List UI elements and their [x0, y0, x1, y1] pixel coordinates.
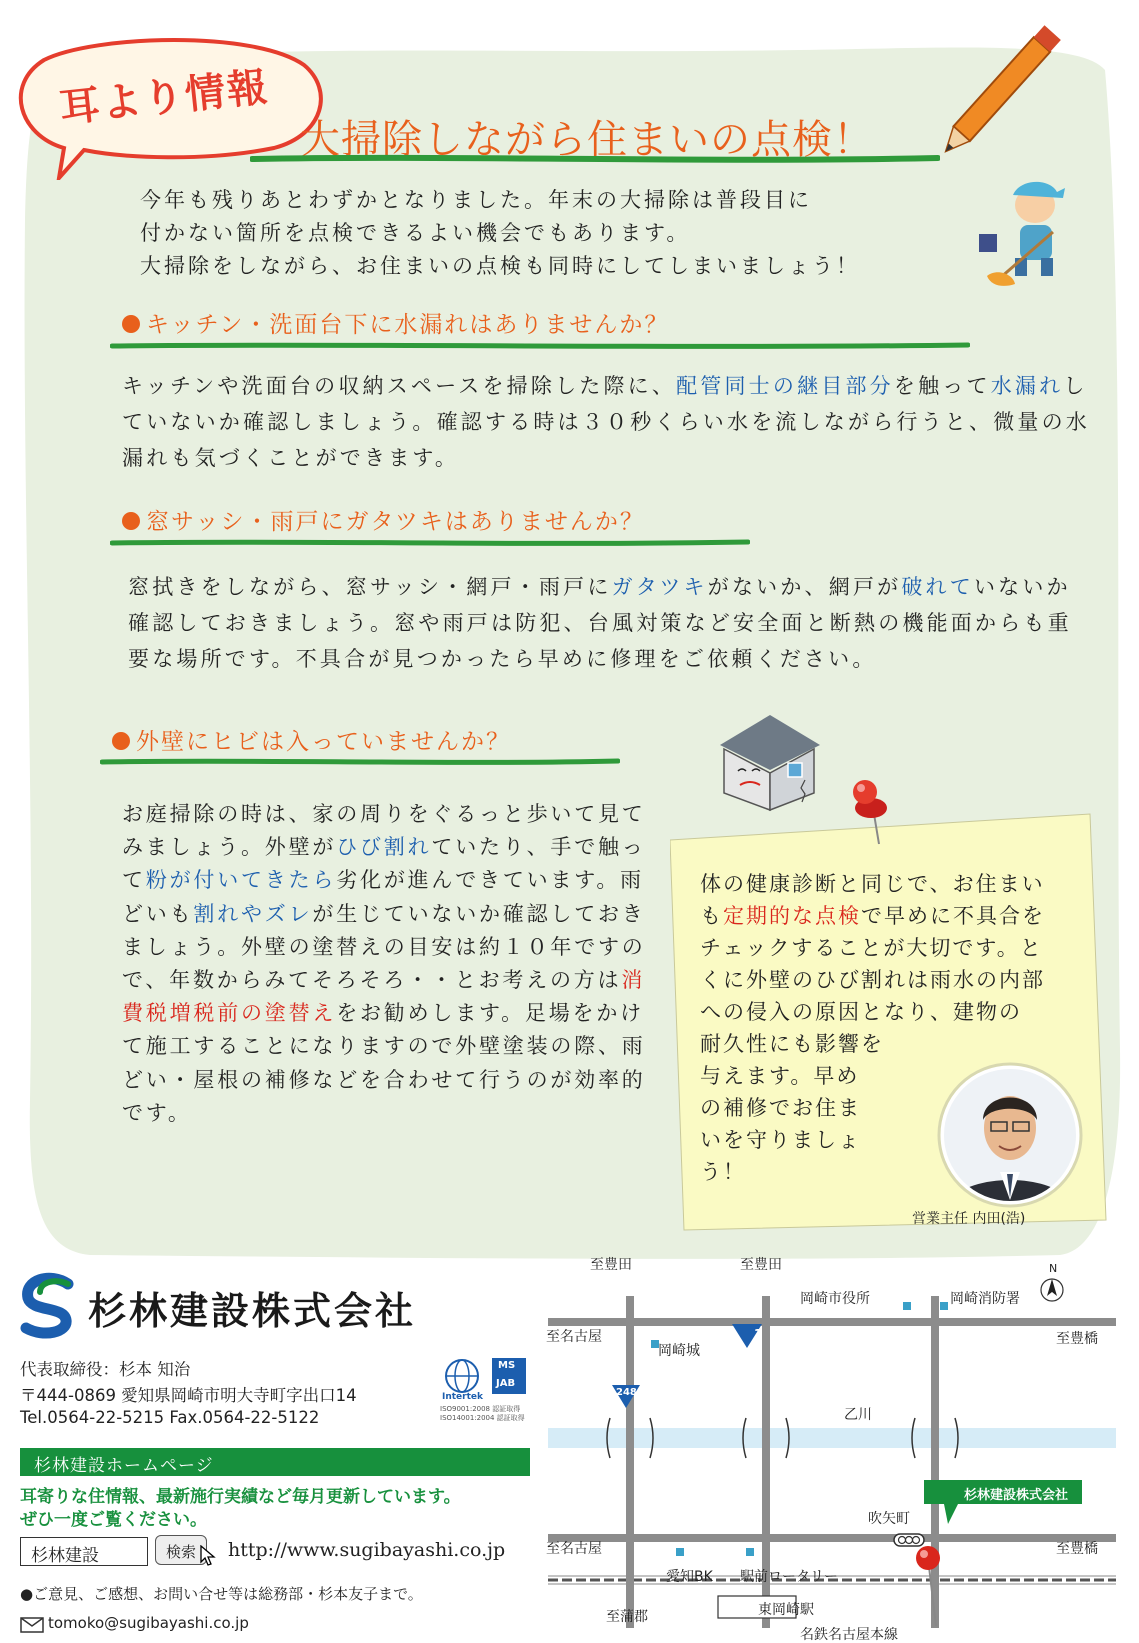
highlight-text: 割れやズレ [193, 901, 313, 926]
bullet-dot [122, 315, 140, 333]
map-label-city-hall: 岡崎市役所 [800, 1291, 870, 1307]
map-label-to-toyota: 至豊田 [740, 1257, 782, 1273]
highlight-text: 水漏れ [990, 374, 1064, 398]
body-text: キッチンや洗面台の収納スペースを掃除した際に、 [122, 374, 677, 398]
body-text: を触って [893, 374, 991, 398]
cert-intertek: Intertek [442, 1392, 483, 1402]
body-text: 窓拭きをしながら、窓サッシ・網戸・雨戸に [128, 575, 612, 599]
bullet-dot [122, 512, 140, 530]
cert-iso14001: ISO14001:2004 認証取得 [440, 1414, 525, 1422]
title-underline [250, 152, 940, 166]
map-label-fire-dept: 岡崎消防署 [950, 1291, 1020, 1307]
company-name: 杉林建設株式会社 [88, 1288, 417, 1333]
representative: 代表取締役：杉本 知治 [20, 1360, 191, 1379]
homepage-description: 耳寄りな住情報、最新施行実績など毎月更新しています。 [20, 1487, 461, 1507]
highlight-text: ひび割れ [336, 835, 432, 860]
section-body-window [128, 569, 1088, 677]
staff-photo [935, 1060, 1085, 1210]
map-north-label: N [1049, 1262, 1058, 1275]
search-input[interactable]: 杉林建設 [20, 1537, 148, 1566]
section-heading-exterior [112, 723, 511, 756]
cert-iso9001: ISO9001:2008 認証取得 [440, 1405, 521, 1413]
body-text: していないか確認しましょう。確認する時は３０秒くらい水を流しながら行うと、微量の水漏れも気づくことができます。 [122, 374, 1090, 470]
section-heading-text: 外壁にヒビは入っていませんか？ [136, 729, 511, 755]
map-label-fukiyacho: 吹矢町 [868, 1511, 910, 1527]
map-label-station: 東岡崎駅 [758, 1602, 814, 1618]
page-title: 大掃除しながら住まいの点検！ [300, 117, 874, 163]
map-label-railway: 名鉄名古屋本線 [800, 1627, 898, 1643]
map-route-248: 248 [616, 1387, 637, 1398]
highlight-text: 消費税増税前の塗替え [122, 968, 646, 1026]
search-button[interactable]: 検索 [155, 1535, 207, 1565]
highlight-text: 粉が付いてきたら [145, 868, 337, 893]
map-label-to-nagoya: 至名古屋 [546, 1329, 602, 1345]
memo-line: 与えます。早め [700, 1064, 860, 1088]
memo-line: いを守りましょ [700, 1128, 861, 1152]
body-text: がないか、網戸が [707, 575, 902, 599]
map-label-to-nagoya: 至名古屋 [546, 1541, 602, 1557]
company-address: 〒444-0869 愛知県岡崎市明大寺町字出口14 [20, 1386, 357, 1405]
body-text: ていたり、手で触って [122, 835, 646, 893]
map-label-to-gamagori: 至蒲郡 [606, 1609, 648, 1625]
memo-line: 耐久性にも影響を [700, 1032, 884, 1056]
intro-line: 付かない箇所を点検できるよい機会でもあります。 [140, 221, 691, 245]
memo-line: う！ [700, 1160, 746, 1184]
highlight-text: 配管同士の継目部分 [676, 374, 894, 398]
intro-line: 大掃除をしながら、お住まいの点検も同時にしてしまいましょう！ [140, 254, 860, 278]
section-body-exterior [122, 798, 654, 1130]
map-label-castle: 岡崎城 [658, 1343, 700, 1359]
highlight-text: ガタツキ [611, 575, 708, 599]
cleaning-child-illustration [975, 170, 1095, 290]
mail-icon [20, 1616, 44, 1634]
intro-text [140, 184, 960, 283]
map-label-river: 乙川 [844, 1407, 872, 1423]
memo-body: で早めに不具合をチェックすることが大切です。とくに外壁のひび割れは雨水の内部への侵入の原因となり、建物の [700, 904, 1045, 1024]
map-label-rotary: 駅前ロータリー [740, 1569, 838, 1585]
cert-jab: JAB [496, 1378, 516, 1389]
body-text: いないか確認しておきましょう。窓や雨戸は防犯、台風対策など安全面と断熱の機能面からも重要な場所です。不具合が見つかったら早めに修理をご依頼ください。 [128, 575, 1072, 671]
body-text: をお勧めします。足場をかけて施工することになりますので外壁塗装の際、雨どい・屋根の補修などを合わせて行うのが効率的です。 [122, 1001, 646, 1125]
section-underline [100, 756, 620, 768]
memo-highlight: 定期的な点検 [723, 904, 861, 928]
section-underline [110, 537, 750, 549]
map-route-1: 1 [754, 1327, 763, 1341]
pencil-icon [930, 8, 1090, 158]
company-phone: Tel.0564-22-5215 Fax.0564-22-5122 [20, 1408, 320, 1427]
cursor-icon [200, 1545, 218, 1567]
body-text: が生じていないか確認しておきましょう。外壁の塗替えの目安は約１０年ですので、年数からみてそろそろ・・とお考えの方は [122, 901, 646, 993]
section-underline [110, 340, 970, 352]
intro-line: 今年も残りあとわずかとなりました。年末の大掃除は普段目に [140, 188, 812, 212]
memo-body: 体の健康診断と同じで、お住まいも [700, 872, 1045, 928]
map-label-to-toyohashi: 至豊橋 [1056, 1331, 1098, 1347]
homepage-banner: 杉林建設ホームページ [20, 1448, 530, 1476]
website-url[interactable]: http://www.sugibayashi.co.jp [228, 1539, 506, 1561]
badge-text: 耳より情報 [57, 64, 272, 132]
staff-caption: 営業主任 内田(浩) [912, 1211, 1026, 1227]
contact-note: ●ご意見、ご感想、お問い合せ等は総務部・杉本友子まで。 [20, 1585, 423, 1603]
map-label-to-toyohashi: 至豊橋 [1056, 1541, 1098, 1557]
memo-line: の補修でお住ま [700, 1096, 861, 1120]
section-heading-window [122, 503, 645, 536]
map-label-company: 杉林建設株式会社 [964, 1488, 1069, 1503]
pushpin-icon [845, 778, 905, 848]
section-body-kitchen [122, 368, 1090, 476]
section-heading-text: キッチン・洗面台下に水漏れはありませんか？ [146, 312, 670, 338]
company-logo-icon [20, 1272, 80, 1340]
map-label-to-toyota: 至豊田 [590, 1257, 632, 1273]
section-heading-text: 窓サッシ・雨戸にガタツキはありませんか？ [146, 509, 645, 535]
body-text: お庭掃除の時は、家の周りをぐるっと歩いて見てみましょう。外壁が [122, 802, 646, 860]
certification-marks [440, 1356, 540, 1422]
section-heading-kitchen [122, 306, 669, 339]
bullet-dot [112, 732, 130, 750]
highlight-text: 破れて [901, 575, 974, 599]
cert-ms: MS [498, 1360, 516, 1371]
body-text: 劣化が進んできています。雨どいも [122, 868, 644, 926]
cracked-house-illustration [710, 705, 830, 815]
contact-email[interactable]: tomoko@sugibayashi.co.jp [48, 1614, 249, 1632]
homepage-description: ぜひ一度ご覧ください。 [20, 1510, 207, 1530]
map-label-aichi-bk: 愛知BK [666, 1569, 713, 1585]
